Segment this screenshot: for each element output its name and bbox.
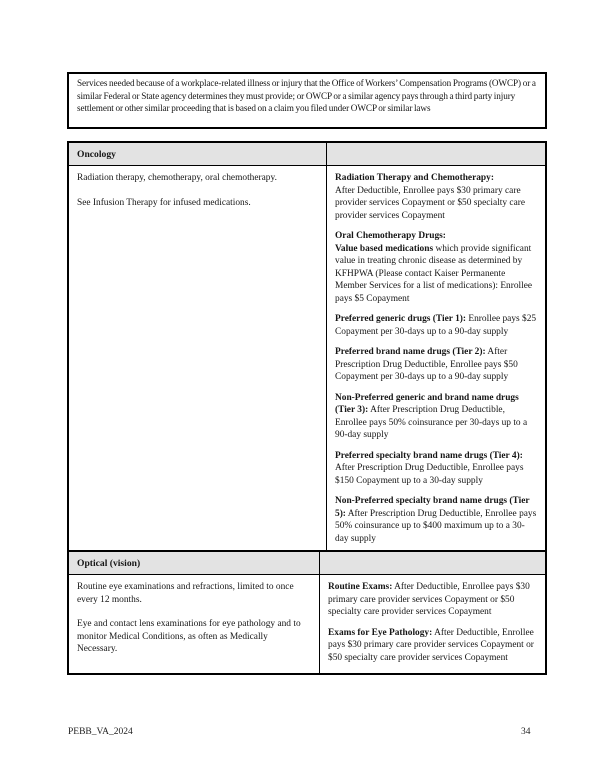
oncology-services-paragraph: See Infusion Therapy for infused medications. <box>77 197 251 208</box>
benefit-text: After Prescription Drug Deductible, Enrollee pays 50% coinsurance up to $400 maximum up to a 30-day supply <box>335 508 537 544</box>
oncology-header-empty-cell <box>327 143 545 165</box>
benefit-text: Enrollee pays $25 Copayment per 30-days up to a 90-day supply <box>335 314 537 337</box>
benefit-text: After Prescription Drug Deductible, Enrollee pays $50 Copayment per 30-days up to a 90-day supply <box>335 347 518 382</box>
benefit-text: After Deductible, Enrollee pays $30 primary care provider services Copayment or $50 specialty care provider services Copayment <box>328 627 534 663</box>
benefit-heading: Preferred brand name drugs (Tier 2): <box>335 347 486 357</box>
benefit-text: After Prescription Drug Deductible, Enrollee pays 50% coinsurance per 30-days up to a 90-day supply <box>335 405 528 440</box>
benefit-text: After Deductible, Enrollee pays $30 primary care provider services Copayment or $50 specialty care provider services Copayment <box>335 185 526 221</box>
benefit-heading: Preferred specialty brand name drugs (Tier 4): <box>335 450 523 461</box>
benefit-heading: Radiation Therapy and Chemotherapy: <box>335 173 494 183</box>
benefit-text: After Deductible, Enrollee pays $30 primary care provider services Copayment or $50 specialty care provider services Copayment <box>328 582 530 617</box>
benefit-paragraph <box>335 495 537 545</box>
oncology-table-body-row <box>69 166 545 551</box>
benefit-heading: Oral Chemotherapy Drugs: <box>335 231 446 241</box>
oncology-table-header-row <box>69 143 545 166</box>
oncology-table <box>67 141 547 553</box>
footer-page-number: 34 <box>521 727 531 737</box>
optical-table-body-row <box>69 575 545 673</box>
optical-table-header-row <box>69 552 545 575</box>
benefit-paragraph <box>328 581 537 619</box>
owcp-notice-box <box>67 72 547 129</box>
benefit-paragraph <box>335 313 537 338</box>
optical-vision-table <box>67 550 547 675</box>
footer-document-id: PEBB_VA_2024 <box>68 727 133 737</box>
benefit-paragraph <box>328 627 537 665</box>
benefit-text: which provide significant value in treating chronic disease as determined by KFHPWA (Please contact Kaiser Permanente Member Services for a list of medications): Enrollee pays $5 Copayment <box>335 243 533 304</box>
benefit-bold-phrase: Value based medications <box>335 243 434 254</box>
benefit-heading: Exams for Eye Pathology: <box>328 627 433 638</box>
benefit-heading: Preferred generic drugs (Tier 1): <box>335 314 467 324</box>
optical-benefits-cell <box>320 575 545 673</box>
oncology-table-title: Oncology <box>69 143 327 165</box>
benefit-heading: Routine Exams: <box>328 582 393 592</box>
benefit-text: After Prescription Drug Deductible, Enrollee pays $150 Copayment up to a 30-day supply <box>335 463 524 486</box>
optical-header-empty-cell <box>320 552 545 574</box>
optical-services-paragraph: Routine eye examinations and refractions, limited to once every 12 months. <box>77 582 294 605</box>
oncology-services-cell <box>69 166 327 551</box>
oncology-services-paragraph: Radiation therapy, chemotherapy, oral chemotherapy. <box>77 173 277 183</box>
owcp-notice-text: Services needed because of a workplace-related illness or injury that the Office of Workers’ Compensation Programs (OWCP) or a similar Federal or State agency determines they must provide; or OWCP or a similar agency pays through a third party injury settlement or other similar proceeding that is based on a claim you filed under OWCP or similar laws <box>77 78 536 114</box>
benefit-heading: Non-Preferred generic and brand name drugs (Tier 3): <box>335 392 519 415</box>
benefit-paragraph <box>335 172 537 222</box>
optical-table-title: Optical (vision) <box>69 552 320 574</box>
benefit-heading: Non-Preferred specialty brand name drugs (Tier 5): <box>335 496 530 519</box>
benefit-paragraph <box>335 346 537 384</box>
optical-services-cell <box>69 575 320 673</box>
benefit-paragraph <box>335 230 537 305</box>
oncology-benefits-cell <box>327 166 545 551</box>
optical-services-paragraph: Eye and contact lens examinations for eye pathology and to monitor Medical Conditions, as often as Medically Necessary. <box>77 619 301 654</box>
benefit-paragraph <box>335 450 537 488</box>
benefit-paragraph <box>335 392 537 442</box>
